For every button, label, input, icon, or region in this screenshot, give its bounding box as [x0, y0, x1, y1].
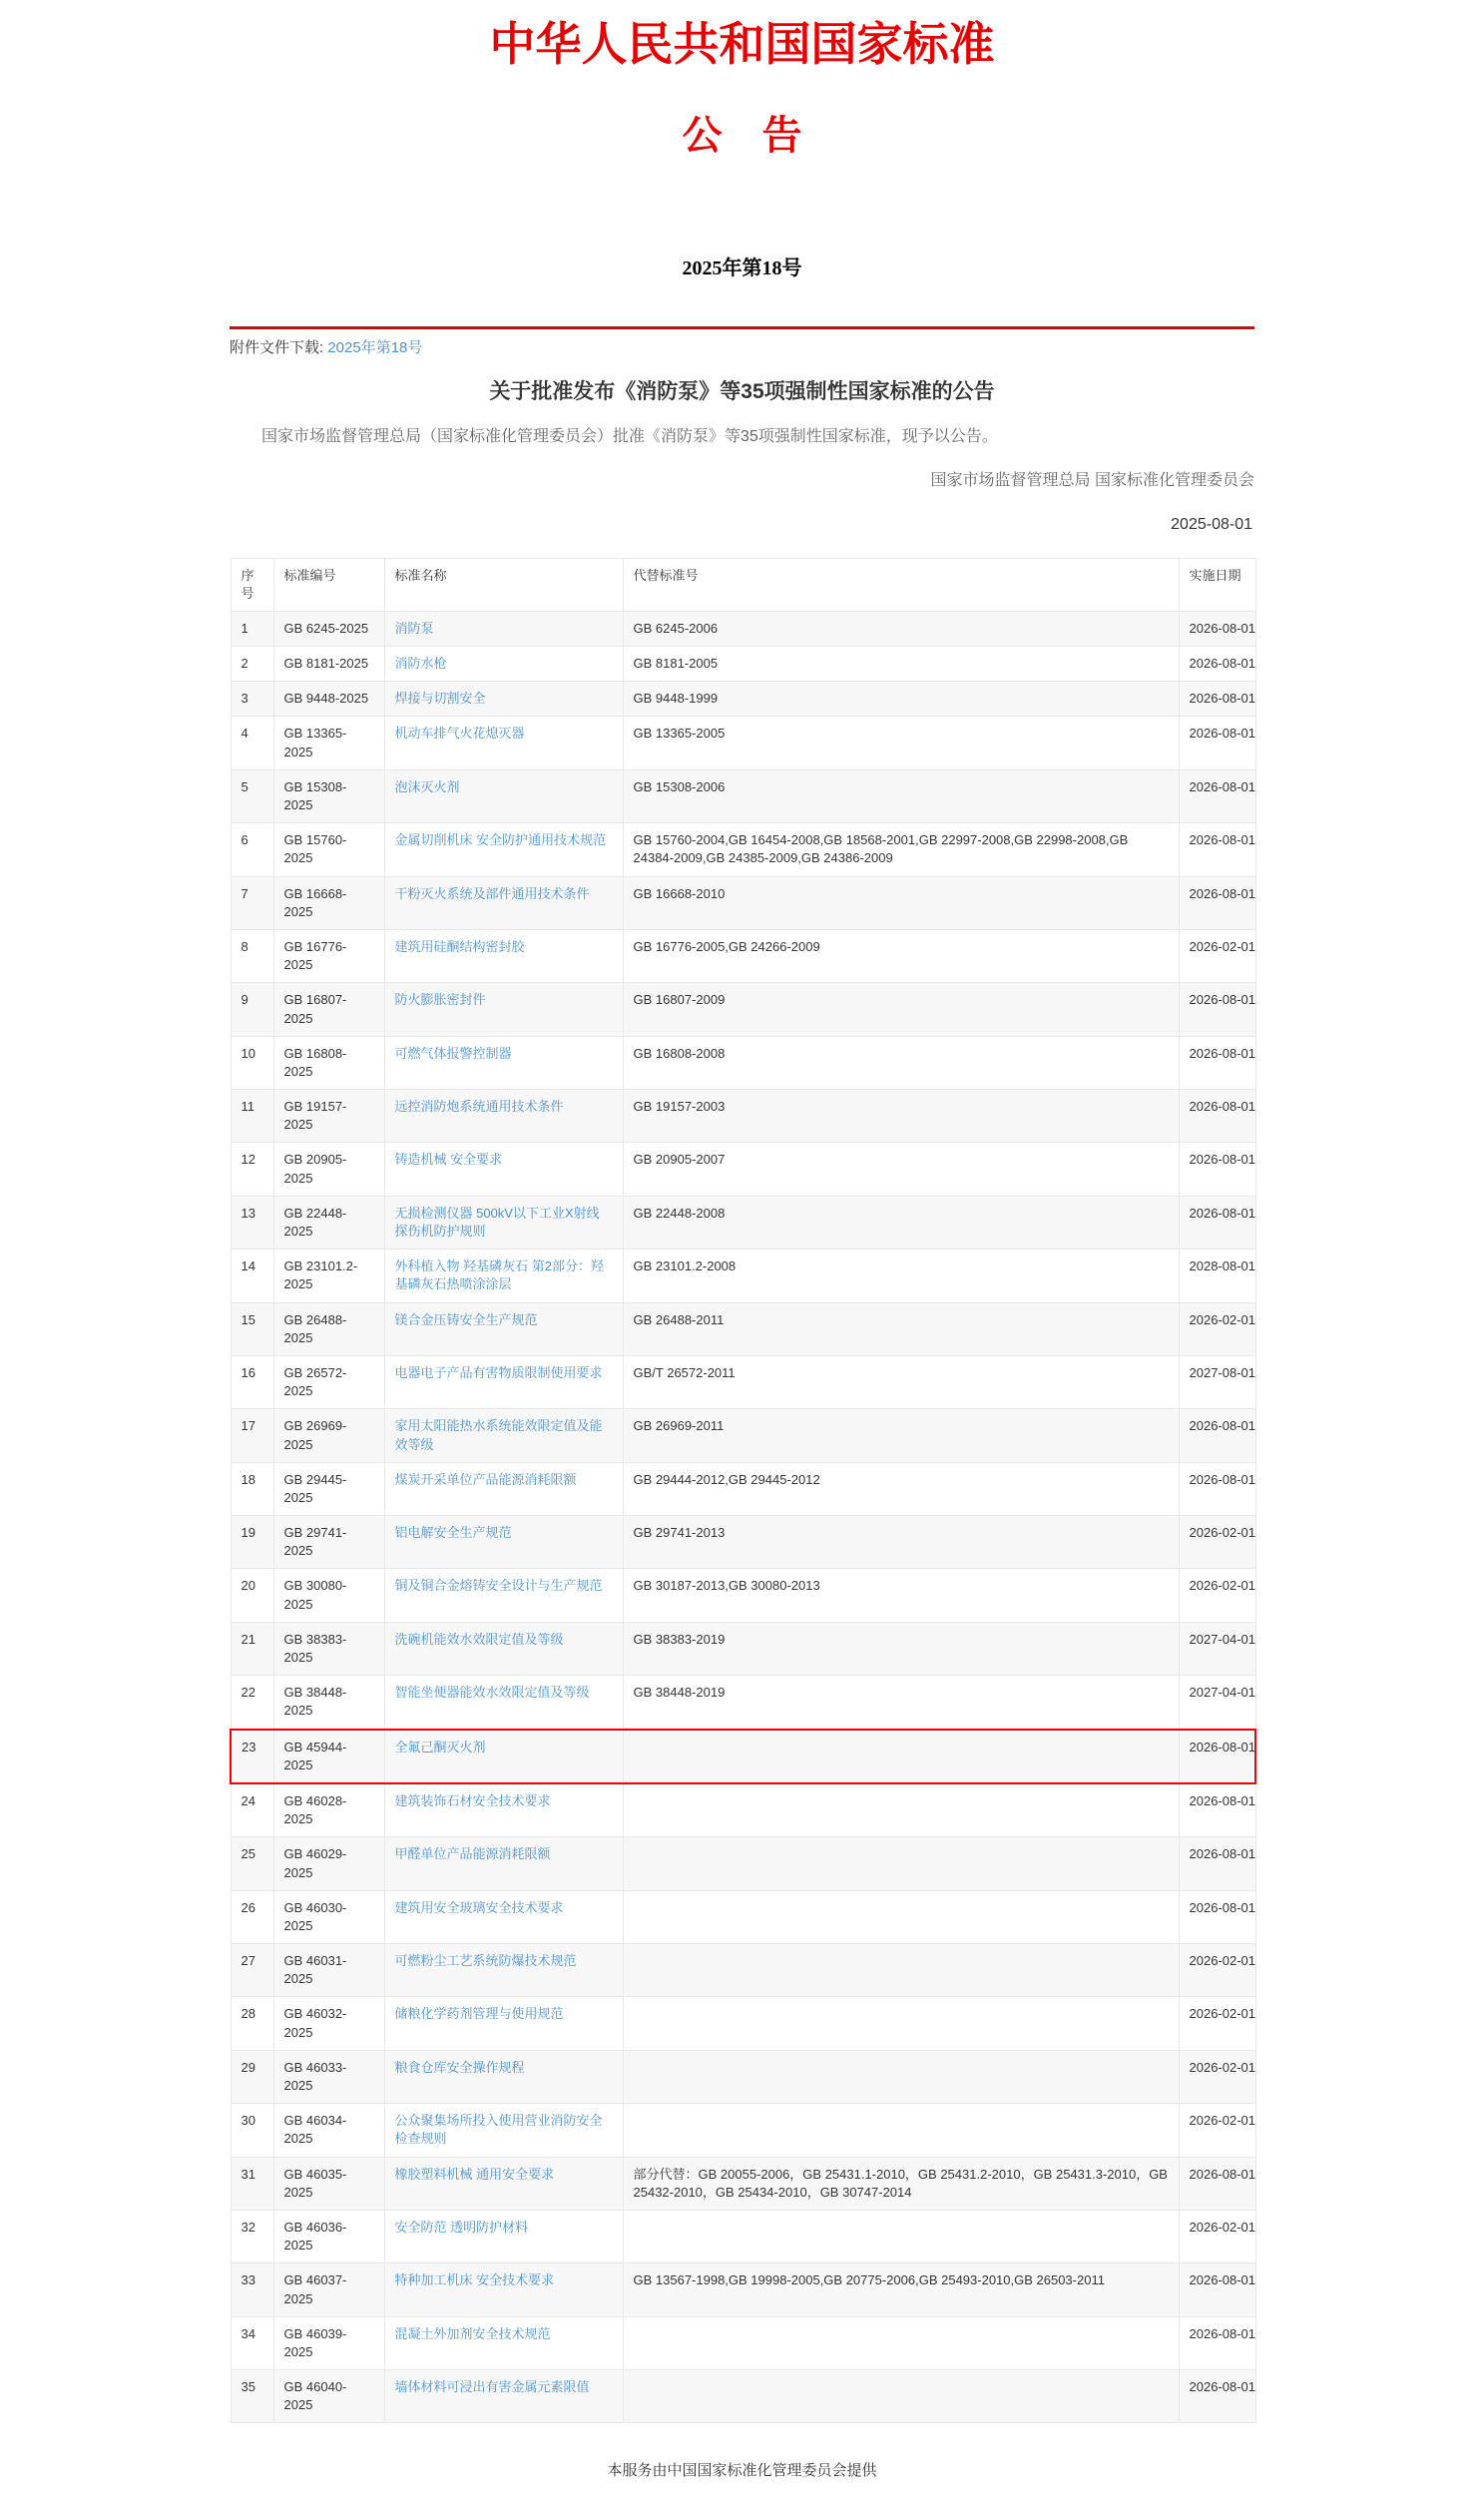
standard-name-link[interactable]: 建筑用安全玻璃安全技术要求: [394, 1899, 564, 1915]
standard-name-link[interactable]: 安全防范 透明防护材料: [394, 2219, 529, 2235]
replaced-standards: GB 16808-2008: [623, 1036, 1179, 1089]
table-row: [231, 1462, 1255, 1515]
standard-name-cell: [384, 1837, 623, 1890]
replaced-standards: GB 19157-2003: [623, 1090, 1179, 1143]
implementation-date: 2026-08-01: [1179, 1837, 1255, 1890]
standard-name-cell: [384, 1730, 623, 1783]
replaced-standards: [623, 2370, 1179, 2423]
implementation-date: 2026-08-01: [1179, 1196, 1255, 1249]
row-number: 30: [231, 2104, 273, 2157]
row-number: 15: [231, 1302, 273, 1355]
standard-name-cell: [384, 2263, 623, 2316]
table-row: [231, 2050, 1255, 2103]
implementation-date: 2026-08-01: [1179, 1783, 1255, 1837]
col-header-no: 序号: [231, 558, 273, 611]
implementation-date: 2026-08-01: [1179, 1730, 1255, 1783]
col-header-impl-date: 实施日期: [1179, 558, 1255, 611]
replaced-standards: GB 23101.2-2008: [623, 1250, 1179, 1302]
row-number: 20: [231, 1569, 273, 1622]
replaced-standards: [623, 1730, 1179, 1783]
row-number: 4: [231, 717, 273, 769]
standard-name-link[interactable]: 远控消防炮系统通用技术条件: [394, 1099, 564, 1115]
replaced-standards: GB 26969-2011: [623, 1409, 1179, 1462]
standard-code: GB 15760-2025: [273, 823, 384, 876]
table-row: [231, 1250, 1255, 1302]
row-number: 3: [231, 682, 273, 717]
table-row: [231, 1730, 1255, 1783]
implementation-date: 2026-02-01: [1179, 1997, 1255, 2050]
standard-name-cell: [384, 2210, 623, 2262]
standard-code: GB 46036-2025: [273, 2210, 384, 2262]
table-row: [231, 1783, 1255, 1837]
table-row: [231, 2210, 1255, 2262]
implementation-date: 2026-08-01: [1179, 876, 1255, 929]
standard-name-cell: [384, 1462, 623, 1515]
standard-code: GB 15308-2025: [273, 769, 384, 822]
replaced-standards: [623, 1944, 1179, 1997]
implementation-date: 2026-02-01: [1179, 2104, 1255, 2157]
replaced-standards: [623, 2050, 1179, 2103]
attachment-row: [230, 336, 1254, 357]
row-number: 27: [231, 1944, 273, 1997]
table-row: [231, 2370, 1255, 2423]
table-row: [231, 1676, 1255, 1730]
table-row: [231, 1143, 1255, 1196]
standard-name-link[interactable]: 公众聚集场所投入使用营业消防安全检查规则: [394, 2113, 603, 2147]
replaced-standards: GB 16668-2010: [623, 876, 1179, 929]
standard-code: GB 20905-2025: [273, 1143, 384, 1196]
standard-name-link[interactable]: 全氟己酮灭火剂: [394, 1739, 486, 1755]
standard-name-cell: [384, 682, 623, 717]
standard-name-cell: [384, 1143, 623, 1196]
attachment-label: 附件文件下载:: [230, 338, 324, 356]
standard-name-link[interactable]: 建筑装饰石材安全技术要求: [394, 1792, 551, 1808]
implementation-date: 2026-02-01: [1179, 1516, 1255, 1569]
standard-code: GB 30080-2025: [273, 1569, 384, 1622]
standard-code: GB 46035-2025: [273, 2157, 384, 2210]
standard-code: GB 6245-2025: [273, 611, 384, 646]
standard-code: GB 19157-2025: [273, 1090, 384, 1143]
standard-name-cell: [384, 1409, 623, 1462]
standard-name-link[interactable]: 干粉灭火系统及部件通用技术条件: [394, 885, 590, 901]
standard-name-cell: [384, 1890, 623, 1943]
standard-code: GB 16668-2025: [273, 876, 384, 929]
standard-code: GB 46039-2025: [273, 2316, 384, 2369]
standard-name-cell: [384, 1036, 623, 1089]
col-header-code: 标准编号: [273, 558, 384, 611]
standard-name-cell: [384, 1250, 623, 1302]
standard-code: GB 38448-2025: [273, 1676, 384, 1730]
standard-name-cell: [384, 823, 623, 876]
standard-name-link[interactable]: 洗碗机能效水效限定值及等级: [394, 1631, 564, 1647]
row-number: 8: [231, 929, 273, 982]
standard-name-link[interactable]: 无损检测仪器 500kV以下工业X射线探伤机防护规则: [394, 1205, 600, 1239]
standard-name-link[interactable]: 储粮化学药剂管理与使用规范: [394, 2006, 564, 2022]
standard-name-link[interactable]: 消防泵: [394, 620, 434, 636]
table-row: [231, 823, 1255, 876]
replaced-standards: GB 22448-2008: [623, 1196, 1179, 1249]
replaced-standards: GB 6245-2006: [623, 611, 1179, 646]
implementation-date: 2026-02-01: [1179, 1569, 1255, 1622]
standard-name-link[interactable]: 可燃粉尘工艺系统防爆技术规范: [394, 1953, 577, 1969]
replaced-standards: GB 13567-1998,GB 19998-2005,GB 20775-2006,GB 25493-2010,GB 26503-2011: [623, 2263, 1179, 2316]
implementation-date: 2026-08-01: [1179, 1409, 1255, 1462]
standard-name-link[interactable]: 焊接与切割安全: [394, 691, 486, 707]
implementation-date: 2026-08-01: [1179, 1462, 1255, 1515]
row-number: 14: [231, 1250, 273, 1302]
table-row: [231, 717, 1255, 769]
table-row: [231, 1355, 1255, 1408]
standard-name-cell: [384, 1944, 623, 1997]
implementation-date: 2027-08-01: [1179, 1355, 1255, 1408]
standard-name-cell: [384, 1516, 623, 1569]
row-number: 26: [231, 1890, 273, 1943]
replaced-standards: [623, 1997, 1179, 2050]
row-number: 29: [231, 2050, 273, 2103]
row-number: 13: [231, 1196, 273, 1249]
row-number: 2: [231, 647, 273, 682]
standard-name-link[interactable]: 粮食仓库安全操作规程: [394, 2059, 525, 2075]
standard-name-link[interactable]: 机动车排气火花熄灭器: [394, 726, 525, 742]
row-number: 1: [231, 611, 273, 646]
table-row: [231, 2157, 1255, 2210]
standard-name-link[interactable]: 墙体材料可浸出有害金属元素限值: [394, 2379, 590, 2395]
standard-name-link[interactable]: 煤炭开采单位产品能源消耗限额: [394, 1471, 577, 1487]
row-number: 22: [231, 1676, 273, 1730]
standard-code: GB 26969-2025: [273, 1409, 384, 1462]
standard-name-cell: [384, 1355, 623, 1408]
standard-name-cell: [384, 876, 623, 929]
replaced-standards: GB 20905-2007: [623, 1143, 1179, 1196]
table-row: [231, 1944, 1255, 1997]
standard-code: GB 46031-2025: [273, 1944, 384, 1997]
table-header-row: [231, 558, 1255, 611]
row-number: 10: [231, 1036, 273, 1089]
standard-name-link[interactable]: 特种加工机床 安全技术要求: [394, 2272, 555, 2288]
table-row: [231, 2104, 1255, 2157]
issuing-authority-signature: 国家市场监督管理总局 国家标准化管理委员会: [930, 471, 1254, 489]
standard-name-link[interactable]: 家用太阳能热水系统能效限定值及能效等级: [394, 1418, 603, 1452]
standard-name-cell: [384, 1622, 623, 1675]
row-number: 23: [231, 1730, 273, 1783]
table-row: [231, 1997, 1255, 2050]
notice-title: 关于批准发布《消防泵》等35项强制性国家标准的公告: [489, 379, 995, 403]
standard-name-cell: [384, 2050, 623, 2103]
standard-code: GB 29741-2025: [273, 1516, 384, 1569]
replaced-standards: [623, 2316, 1179, 2369]
row-number: 11: [231, 1090, 273, 1143]
row-number: 31: [231, 2157, 273, 2210]
standards-table-body: [231, 611, 1255, 2423]
row-number: 19: [231, 1516, 273, 1569]
notice-body: 国家市场监督管理总局（国家标准化管理委员会）批准《消防泵》等35项强制性国家标准，现予以公告。: [261, 427, 998, 445]
row-number: 32: [231, 2210, 273, 2262]
standard-name-cell: [384, 2316, 623, 2369]
standard-code: GB 22448-2025: [273, 1196, 384, 1249]
standard-code: GB 45944-2025: [273, 1730, 384, 1783]
table-row: [231, 1622, 1255, 1675]
row-number: 35: [231, 2370, 273, 2423]
implementation-date: 2026-02-01: [1179, 2210, 1255, 2262]
standard-name-cell: [384, 2104, 623, 2157]
table-row: [231, 1036, 1255, 1089]
replaced-standards: GB 15308-2006: [623, 769, 1179, 822]
row-number: 12: [231, 1143, 273, 1196]
implementation-date: 2026-08-01: [1179, 2316, 1255, 2369]
row-number: 33: [231, 2263, 273, 2316]
standard-name-cell: [384, 2157, 623, 2210]
standard-name-link[interactable]: 建筑用硅酮结构密封胶: [394, 938, 525, 954]
standard-code: GB 23101.2-2025: [273, 1250, 384, 1302]
standard-name-cell: [384, 1783, 623, 1837]
row-number: 28: [231, 1997, 273, 2050]
table-row: [231, 929, 1255, 982]
table-row: [231, 647, 1255, 682]
table-row: [231, 1302, 1255, 1355]
col-header-name: 标准名称: [384, 558, 623, 611]
page-title: 中华人民共和国国家标准: [489, 19, 995, 70]
replaced-standards: GB 15760-2004,GB 16454-2008,GB 18568-2001,GB 22997-2008,GB 22998-2008,GB 24384-2009,GB 24385-2009,GB 24386-2009: [623, 823, 1179, 876]
row-number: 25: [231, 1837, 273, 1890]
standard-name-cell: [384, 717, 623, 769]
implementation-date: 2026-08-01: [1179, 717, 1255, 769]
standard-name-cell: [384, 611, 623, 646]
standard-name-link[interactable]: 镁合金压铸安全生产规范: [394, 1311, 538, 1327]
table-row: [231, 1569, 1255, 1622]
implementation-date: 2026-08-01: [1179, 1143, 1255, 1196]
standard-name-link[interactable]: 甲醛单位产品能源消耗限额: [394, 1846, 551, 1862]
standard-code: GB 46040-2025: [273, 2370, 384, 2423]
standard-code: GB 8181-2025: [273, 647, 384, 682]
implementation-date: 2026-08-01: [1179, 2157, 1255, 2210]
standard-code: GB 13365-2025: [273, 717, 384, 769]
replaced-standards: GB 13365-2005: [623, 717, 1179, 769]
standard-name-link[interactable]: 外科植入物 羟基磷灰石 第2部分：羟基磷灰石热喷涂涂层: [394, 1258, 604, 1292]
implementation-date: 2026-02-01: [1179, 1944, 1255, 1997]
standard-code: GB 46029-2025: [273, 1837, 384, 1890]
table-row: [231, 1409, 1255, 1462]
standard-name-cell: [384, 1196, 623, 1249]
implementation-date: 2026-08-01: [1179, 823, 1255, 876]
standard-name-cell: [384, 929, 623, 982]
table-row: [231, 1090, 1255, 1143]
attachment-download-link[interactable]: 2025年第18号: [327, 338, 423, 356]
row-number: 9: [231, 983, 273, 1036]
standard-name-link[interactable]: 铜及铜合金熔铸安全设计与生产规范: [394, 1578, 603, 1594]
standard-code: GB 29445-2025: [273, 1462, 384, 1515]
standard-name-cell: [384, 1676, 623, 1730]
standard-name-link[interactable]: 泡沫灭火剂: [394, 778, 460, 794]
replaced-standards: 部分代替：GB 20055-2006，GB 25431.1-2010，GB 25431.2-2010，GB 25431.3-2010，GB 25432-2010，GB 25434-2010，GB 30747-2014: [623, 2157, 1179, 2210]
table-row: [231, 769, 1255, 822]
standard-name-cell: [384, 1090, 623, 1143]
standard-name-link[interactable]: 可燃气体报警控制器: [394, 1045, 512, 1061]
replaced-standards: GB 16776-2005,GB 24266-2009: [623, 929, 1179, 982]
table-row: [231, 682, 1255, 717]
replaced-standards: GB 9448-1999: [623, 682, 1179, 717]
implementation-date: 2026-08-01: [1179, 1036, 1255, 1089]
replaced-standards: GB 16807-2009: [623, 983, 1179, 1036]
standard-name-link[interactable]: 消防水枪: [394, 656, 447, 672]
standard-code: GB 26488-2025: [273, 1302, 384, 1355]
replaced-standards: [623, 1837, 1179, 1890]
table-row: [231, 611, 1255, 646]
standard-name-cell: [384, 2370, 623, 2423]
standard-name-link[interactable]: 混凝土外加剂安全技术规范: [394, 2325, 551, 2341]
standard-name-link[interactable]: 铝电解安全生产规范: [394, 1525, 512, 1541]
red-divider-line: [230, 326, 1254, 329]
implementation-date: 2027-04-01: [1179, 1676, 1255, 1730]
standard-code: GB 46030-2025: [273, 1890, 384, 1943]
standard-code: GB 46033-2025: [273, 2050, 384, 2103]
replaced-standards: GB 26488-2011: [623, 1302, 1179, 1355]
row-number: 24: [231, 1783, 273, 1837]
table-row: [231, 2263, 1255, 2316]
table-row: [231, 1890, 1255, 1943]
standard-name-cell: [384, 1569, 623, 1622]
table-row: [231, 876, 1255, 929]
replaced-standards: [623, 1783, 1179, 1837]
standard-name-cell: [384, 983, 623, 1036]
standard-name-link[interactable]: 防火膨胀密封件: [394, 992, 486, 1008]
implementation-date: 2026-08-01: [1179, 647, 1255, 682]
standard-name-link[interactable]: 金属切削机床 安全防护通用技术规范: [394, 832, 607, 848]
replaced-standards: GB 29444-2012,GB 29445-2012: [623, 1462, 1179, 1515]
implementation-date: 2026-08-01: [1179, 983, 1255, 1036]
implementation-date: 2028-08-01: [1179, 1250, 1255, 1302]
standard-name-cell: [384, 769, 623, 822]
standard-code: GB 16807-2025: [273, 983, 384, 1036]
standard-name-link[interactable]: 铸造机械 安全要求: [394, 1152, 503, 1168]
standard-code: GB 46028-2025: [273, 1783, 384, 1837]
implementation-date: 2026-08-01: [1179, 1890, 1255, 1943]
standard-code: GB 38383-2025: [273, 1622, 384, 1675]
page-content: [230, 16, 1254, 2508]
implementation-date: 2026-08-01: [1179, 1090, 1255, 1143]
row-number: 16: [231, 1355, 273, 1408]
row-number: 5: [231, 769, 273, 822]
announcement-subtitle: 公 告: [682, 112, 802, 158]
standard-code: GB 16808-2025: [273, 1036, 384, 1089]
implementation-date: 2026-08-01: [1179, 682, 1255, 717]
standard-code: GB 46037-2025: [273, 2263, 384, 2316]
standard-name-cell: [384, 1302, 623, 1355]
table-row: [231, 2316, 1255, 2369]
standard-name-cell: [384, 1997, 623, 2050]
implementation-date: 2026-02-01: [1179, 2050, 1255, 2103]
signature-date: 2025-08-01: [1171, 515, 1252, 533]
standard-name-link[interactable]: 橡胶塑料机械 通用安全要求: [394, 2166, 555, 2182]
implementation-date: 2026-02-01: [1179, 929, 1255, 982]
standard-name-link[interactable]: 电器电子产品有害物质限制使用要求: [394, 1364, 603, 1380]
replaced-standards: GB 30187-2013,GB 30080-2013: [623, 1569, 1179, 1622]
replaced-standards: [623, 2104, 1179, 2157]
implementation-date: 2026-02-01: [1179, 1302, 1255, 1355]
table-row: [231, 983, 1255, 1036]
implementation-date: 2026-08-01: [1179, 769, 1255, 822]
standard-name-link[interactable]: 智能坐便器能效水效限定值及等级: [394, 1685, 590, 1701]
row-number: 7: [231, 876, 273, 929]
standard-code: GB 16776-2025: [273, 929, 384, 982]
replaced-standards: [623, 2210, 1179, 2262]
row-number: 21: [231, 1622, 273, 1675]
footer-note: 本服务由中国国家标准化管理委员会提供: [607, 2462, 877, 2480]
row-number: 17: [231, 1409, 273, 1462]
implementation-date: 2026-08-01: [1179, 2370, 1255, 2423]
standard-code: GB 46032-2025: [273, 1997, 384, 2050]
replaced-standards: GB 8181-2005: [623, 647, 1179, 682]
replaced-standards: GB/T 26572-2011: [623, 1355, 1179, 1408]
row-number: 34: [231, 2316, 273, 2369]
standard-code: GB 9448-2025: [273, 682, 384, 717]
col-header-replaces: 代替标准号: [623, 558, 1179, 611]
replaced-standards: GB 29741-2013: [623, 1516, 1179, 1569]
implementation-date: 2026-08-01: [1179, 611, 1255, 646]
table-row: [231, 1837, 1255, 1890]
standard-name-cell: [384, 647, 623, 682]
standards-table: [230, 558, 1256, 2424]
standard-code: GB 26572-2025: [273, 1355, 384, 1408]
table-row: [231, 1196, 1255, 1249]
replaced-standards: GB 38448-2019: [623, 1676, 1179, 1730]
implementation-date: 2027-04-01: [1179, 1622, 1255, 1675]
replaced-standards: GB 38383-2019: [623, 1622, 1179, 1675]
row-number: 18: [231, 1462, 273, 1515]
table-row: [231, 1516, 1255, 1569]
implementation-date: 2026-08-01: [1179, 2263, 1255, 2316]
standard-code: GB 46034-2025: [273, 2104, 384, 2157]
replaced-standards: [623, 1890, 1179, 1943]
row-number: 6: [231, 823, 273, 876]
issue-number: 2025年第18号: [682, 256, 802, 279]
